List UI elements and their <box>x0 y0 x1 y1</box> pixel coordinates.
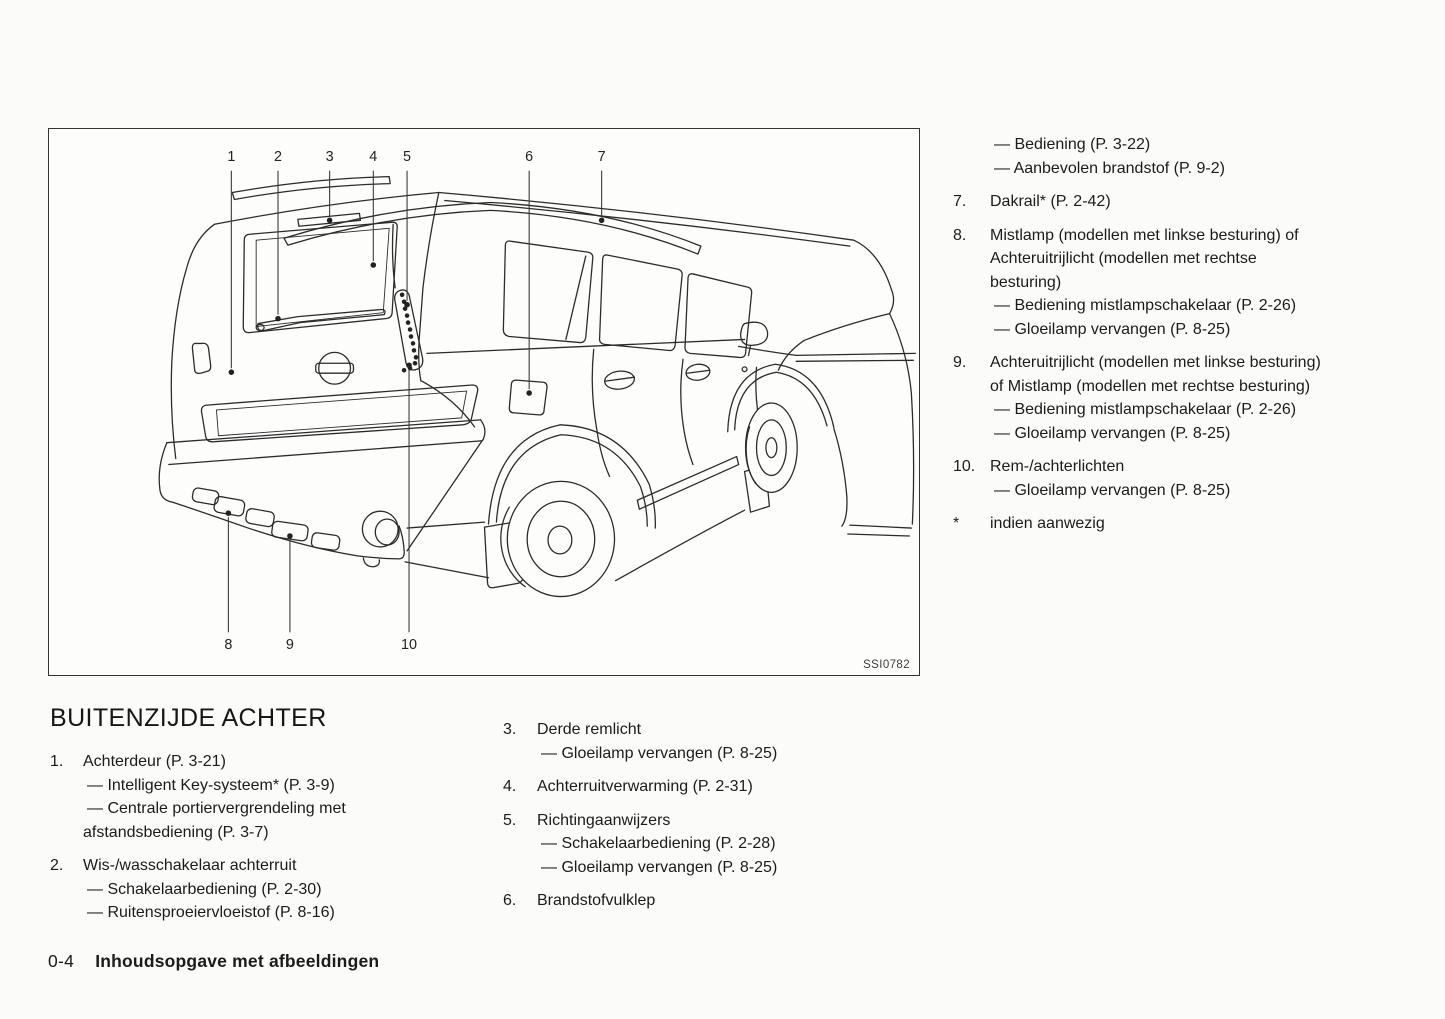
footer-title: Inhoudsopgave met afbeeldingen <box>95 951 380 971</box>
rear-wheel <box>501 481 615 596</box>
list-row <box>953 190 1433 214</box>
list-row <box>503 775 923 799</box>
list-item-text: — Gloeilamp vervangen (P. 8-25) <box>994 320 1231 338</box>
list-item-text: Achterdeur (P. 3-21) <box>83 753 226 770</box>
section-heading: BUITENZIJDE ACHTER <box>50 704 327 732</box>
list-item-text: of Mistlamp (modellen met rechtse besturing) <box>990 377 1311 395</box>
list-row <box>50 854 470 878</box>
list-row <box>503 856 923 880</box>
list-row <box>503 889 923 913</box>
callout-dot <box>526 390 532 396</box>
list-item-number: * <box>953 515 960 532</box>
vehicle-line-art <box>159 177 915 597</box>
list-row <box>953 512 1433 536</box>
list-item-text: — Gloeilamp vervangen (P. 8-25) <box>541 858 778 876</box>
figure-code: SSI0782 <box>863 659 910 671</box>
callout-dot <box>229 369 235 375</box>
list-item-text: Brandstofvulklep <box>537 892 656 909</box>
list-row <box>50 750 470 774</box>
list-item-text: — Schakelaarbediening (P. 2-28) <box>541 835 776 852</box>
callout-label: 2 <box>274 148 283 165</box>
callout-label: 4 <box>369 148 378 165</box>
list-row <box>953 351 1433 375</box>
list-row <box>953 247 1433 271</box>
list-item-text: — Gloeilamp vervangen (P. 8-25) <box>994 481 1231 499</box>
car-diagram-svg <box>49 129 918 674</box>
callout-2 <box>274 149 282 322</box>
list-item-text: Achteruitrijlicht (modellen met linkse besturing) <box>990 354 1321 371</box>
list-item-text: — Centrale portiervergrendeling met <box>87 800 346 817</box>
list-item-text: indien aanwezig <box>990 515 1105 532</box>
callout-8 <box>224 510 232 653</box>
list-item-number: 6. <box>503 892 517 909</box>
list-item-text: Derde remlicht <box>537 721 642 738</box>
callout-label: 8 <box>224 637 233 654</box>
vehicle-diagram-panel <box>48 128 920 676</box>
keyhole <box>742 367 747 372</box>
list-item-text: — Bediening mistlampschakelaar (P. 2-26) <box>994 401 1297 418</box>
side-skirt <box>616 457 745 581</box>
parts-list-right <box>953 133 1433 536</box>
callout-label: 10 <box>401 637 418 654</box>
fuel-filler-flap <box>509 380 547 415</box>
list-item-number: 9. <box>953 354 967 371</box>
list-row <box>50 797 470 821</box>
parts-list-middle <box>503 718 923 913</box>
list-row <box>953 479 1433 503</box>
page-number: 0-4 <box>48 951 75 971</box>
list-row <box>50 901 470 925</box>
parts-list-left <box>50 750 470 925</box>
callout-label: 3 <box>325 148 334 165</box>
page-footer <box>48 951 379 972</box>
list-row <box>953 422 1433 446</box>
callout-dot <box>287 533 293 539</box>
list-row <box>503 718 923 742</box>
list-item-text: Rem-/achterlichten <box>990 458 1125 475</box>
list-row <box>953 294 1433 318</box>
list-item-text: Richtingaanwijzers <box>537 811 671 829</box>
list-item-text: — Intelligent Key-systeem* (P. 3-9) <box>87 776 335 794</box>
list-item-number: 8. <box>953 226 967 244</box>
list-item-text: — Gloeilamp vervangen (P. 8-25) <box>994 424 1231 442</box>
list-item-text: — Bediening (P. 3-22) <box>994 136 1151 153</box>
callout-9 <box>286 533 294 653</box>
tow-eye <box>363 558 379 567</box>
roof-rails <box>232 177 701 254</box>
list-row <box>503 809 923 833</box>
list-item-number: 7. <box>953 193 967 210</box>
list-item-number: 5. <box>503 811 517 829</box>
front-wheel <box>746 403 798 492</box>
list-row <box>953 455 1433 479</box>
nissan-badge <box>316 352 354 384</box>
door-handles <box>604 363 747 391</box>
callout-label: 5 <box>403 148 412 165</box>
list-row <box>50 821 470 845</box>
callout-dot <box>226 510 232 516</box>
list-item-text: — Ruitensproeiervloeistof (P. 8-16) <box>87 904 335 921</box>
callout-label: 9 <box>285 637 294 654</box>
callout-1 <box>227 149 235 375</box>
list-item-text: Dakrail* (P. 2-42) <box>990 193 1111 210</box>
list-item-text: — Bediening mistlampschakelaar (P. 2-26) <box>994 297 1297 314</box>
list-row <box>953 224 1433 248</box>
list-item-text: — Schakelaarbediening (P. 2-30) <box>87 880 322 898</box>
list-item-number: 3. <box>503 721 517 738</box>
callout-dot <box>404 302 410 308</box>
list-row <box>503 832 923 856</box>
list-row <box>953 375 1433 399</box>
list-item-text: Achteruitrijlicht (modellen met rechtse <box>990 250 1257 267</box>
callout-dot <box>327 218 333 224</box>
list-item-text: Achterruitverwarming (P. 2-31) <box>537 778 753 795</box>
list-item-text: — Aanbevolen brandstof (P. 9-2) <box>994 159 1225 177</box>
callout-dot <box>371 262 377 268</box>
rear-bumper <box>159 420 488 578</box>
list-item-number: 1. <box>50 753 64 770</box>
list-row <box>50 878 470 902</box>
list-item-number: 10. <box>953 458 976 475</box>
list-row <box>953 318 1433 342</box>
side-windows <box>503 241 751 357</box>
left-tail-lamp <box>192 343 210 373</box>
list-row <box>953 271 1433 295</box>
list-item-text: Wis-/wasschakelaar achterruit <box>83 857 297 874</box>
callout-dot <box>275 316 281 322</box>
callout-label: 7 <box>597 148 606 165</box>
list-row <box>953 133 1433 157</box>
list-item-number: 4. <box>503 778 517 795</box>
list-item-text: besturing) <box>990 273 1062 291</box>
list-row <box>50 774 470 798</box>
callout-5 <box>403 149 411 308</box>
callout-label: 1 <box>227 148 236 165</box>
callout-dot <box>599 218 605 224</box>
list-row <box>953 398 1433 422</box>
list-item-text: afstandsbediening (P. 3-7) <box>83 823 269 841</box>
list-item-number: 2. <box>50 857 64 874</box>
front-end <box>778 290 913 536</box>
list-row <box>503 742 923 766</box>
callout-4 <box>369 149 377 268</box>
list-row <box>953 157 1433 181</box>
callout-3 <box>326 149 334 223</box>
list-item-text: Mistlamp (modellen met linkse besturing) of <box>990 226 1299 244</box>
list-item-text: — Gloeilamp vervangen (P. 8-25) <box>541 744 778 762</box>
callout-dot <box>406 362 412 368</box>
callout-7 <box>598 149 606 223</box>
callout-10 <box>401 362 417 653</box>
rear-fog-lamp <box>362 511 398 547</box>
license-plate-recess <box>201 385 477 442</box>
roof-line <box>214 193 891 290</box>
callout-label: 6 <box>525 148 534 165</box>
callout-6 <box>525 149 533 396</box>
